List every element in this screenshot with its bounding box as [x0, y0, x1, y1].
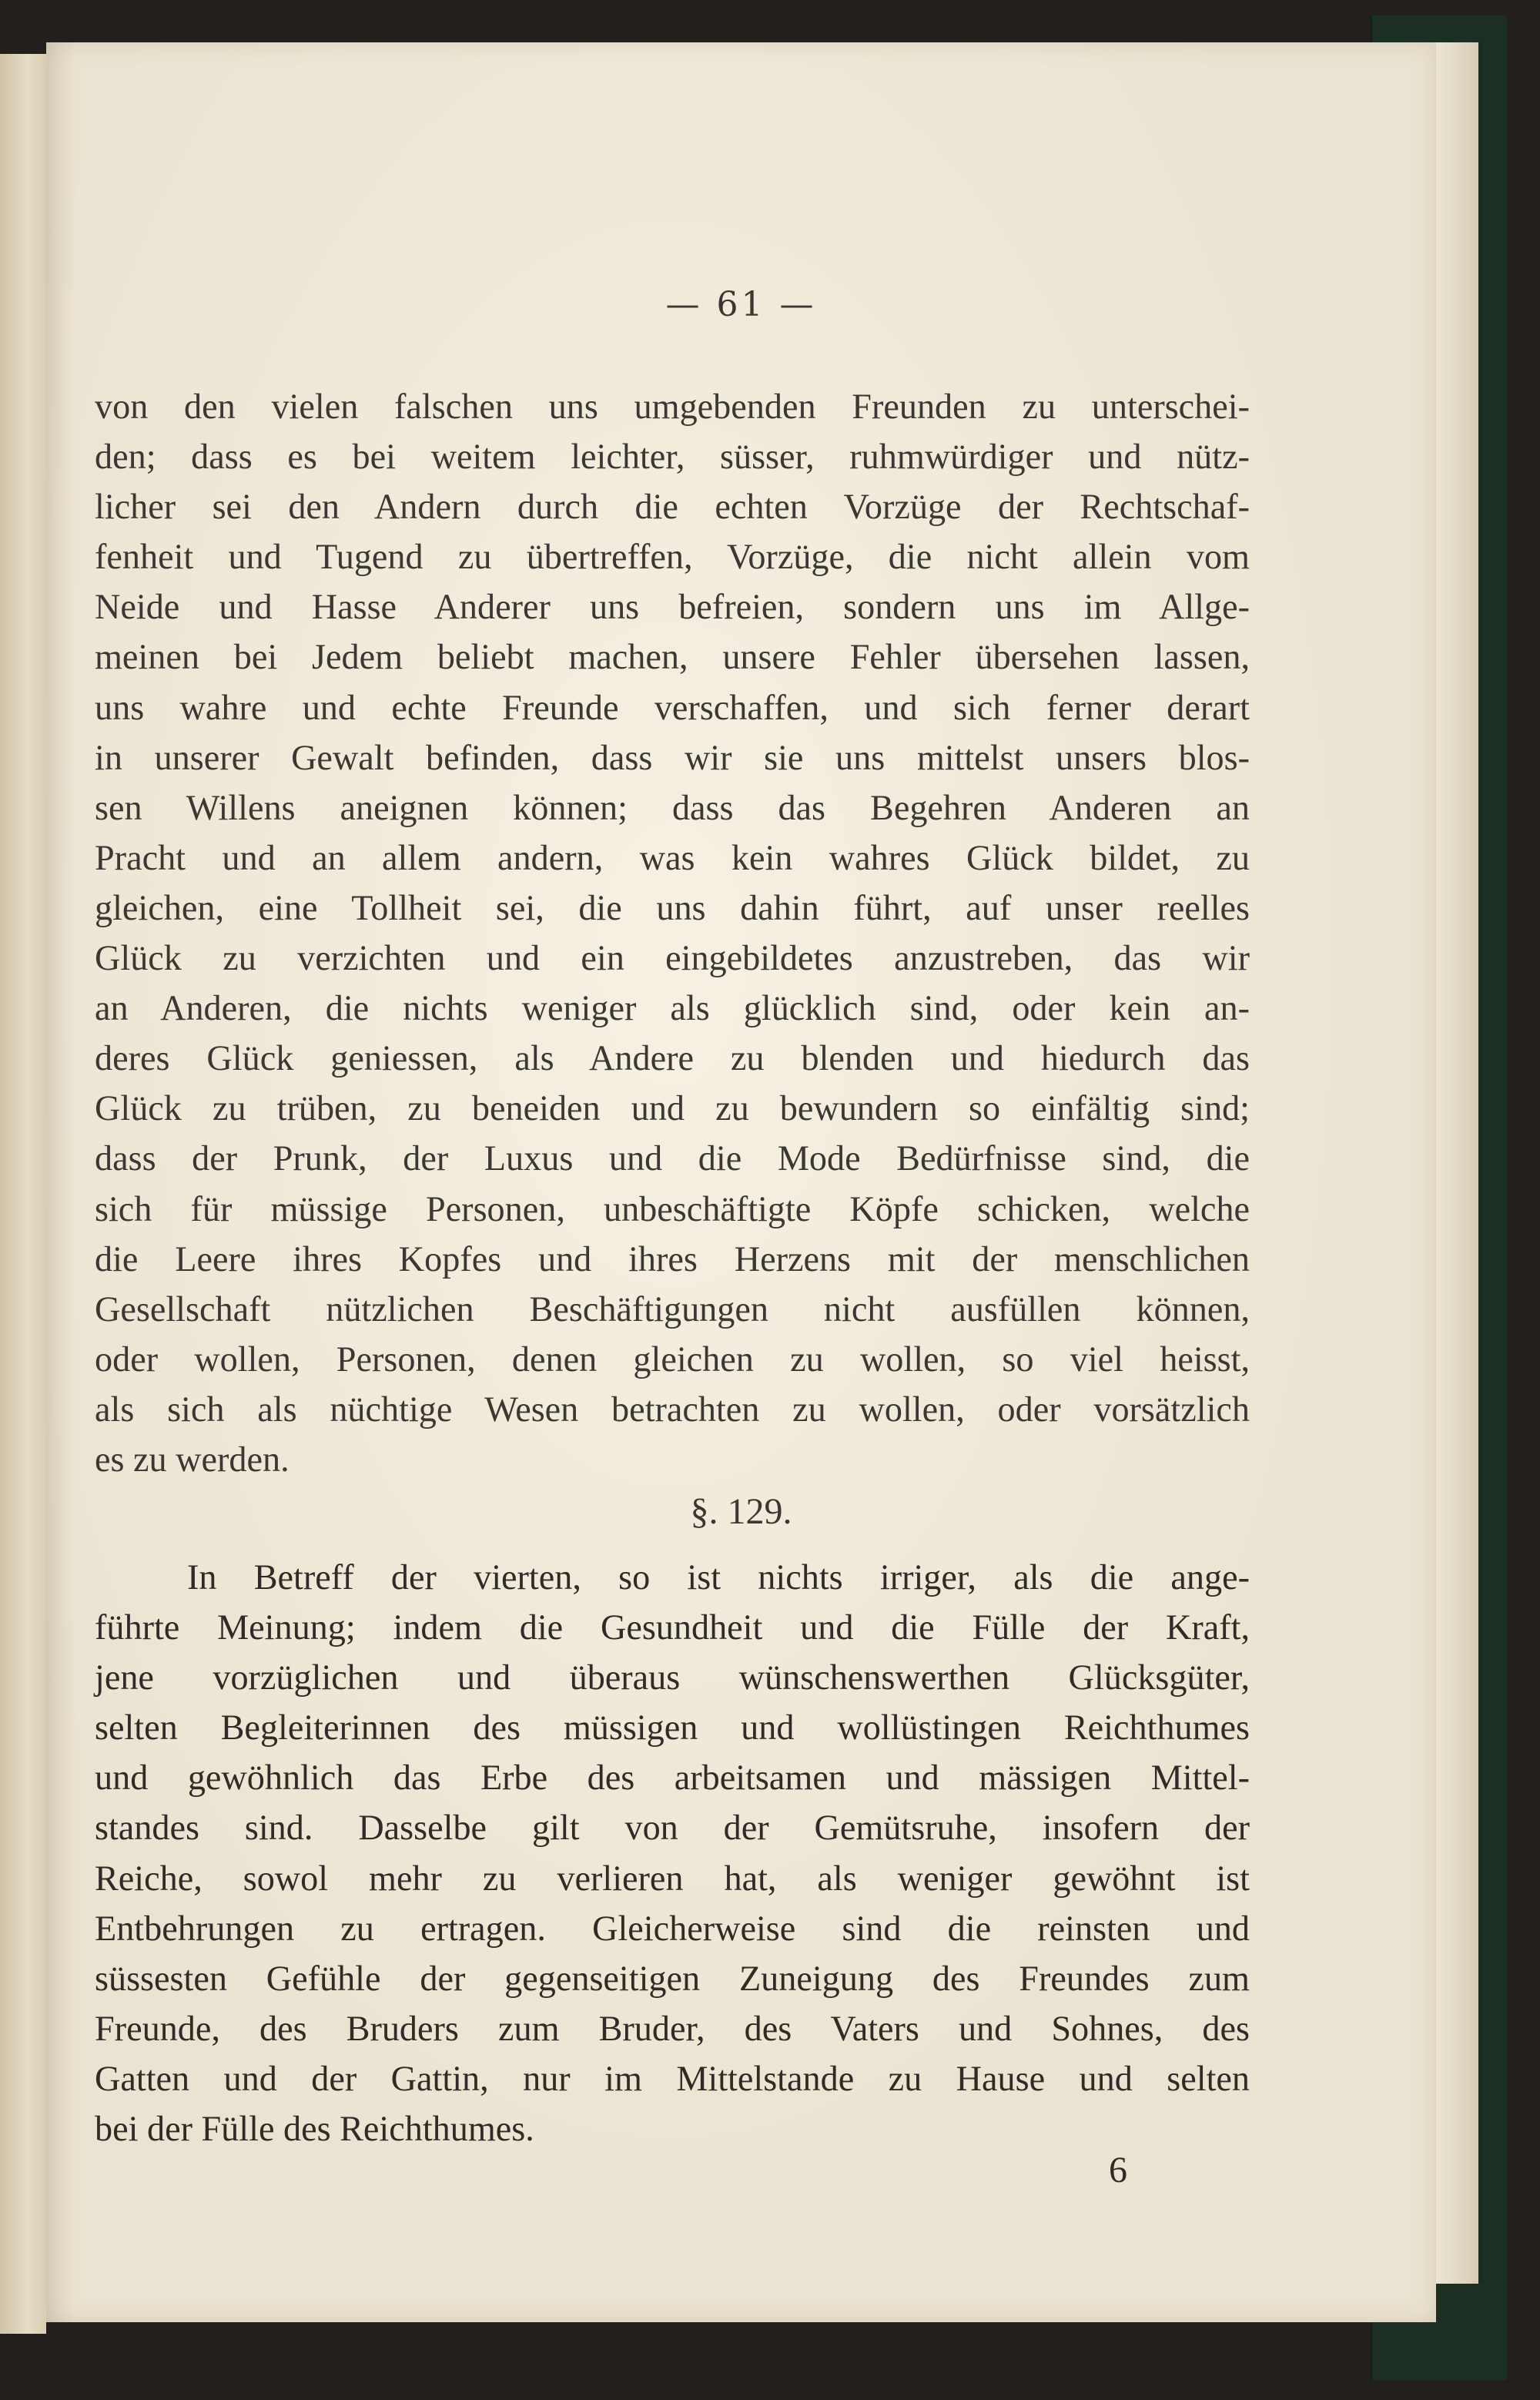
paragraph-1 — [95, 381, 1250, 1484]
text-line: meinen bei Jedem beliebt machen, unsere Fehler übersehen lassen, — [95, 637, 1250, 677]
page-stack-edge — [1432, 42, 1483, 2284]
text-line: Neide und Hasse Anderer uns befreien, sondern uns im Allge- — [95, 587, 1250, 627]
text-line: oder wollen, Personen, denen gleichen zu wollen, so viel heisst, — [95, 1339, 1250, 1379]
text-line: uns wahre und echte Freunde verschaffen, und sich ferner derart — [95, 687, 1250, 727]
text-line: licher sei den Andern durch die echten Vorzüge der Rechtschaf- — [95, 487, 1250, 527]
text-line: Reiche, sowol mehr zu verlieren hat, als weniger gewöhnt ist — [95, 1858, 1250, 1898]
text-line: dass der Prunk, der Luxus und die Mode Bedürfnisse sind, die — [95, 1138, 1250, 1178]
text-line: Freunde, des Bruders zum Bruder, des Vaters und Sohnes, des — [95, 2008, 1250, 2048]
text-line: Glück zu verzichten und ein eingebildetes anzustreben, das wir — [95, 938, 1250, 978]
text-line: Gatten und der Gattin, nur im Mittelstande zu Hause und selten — [95, 2058, 1250, 2098]
text-line: von den vielen falschen uns umgebenden Freunden zu unterschei- — [95, 387, 1250, 426]
text-line: die Leere ihres Kopfes und ihres Herzens mit der menschlichen — [95, 1239, 1250, 1279]
text-line: fenheit und Tugend zu übertreffen, Vorzüge, die nicht allein vom — [95, 537, 1250, 577]
text-line: deres Glück geniessen, als Andere zu blenden und hiedurch das — [95, 1038, 1250, 1078]
left-page-edge — [0, 54, 46, 2334]
section-heading: §. 129. — [690, 1491, 792, 1532]
text-line: bei der Fülle des Reichthumes. — [95, 2109, 534, 2149]
text-line: Pracht und an allem andern, was kein wahres Glück bildet, zu — [95, 837, 1250, 877]
text-line: In Betreff der vierten, so ist nichts irriger, als die ange- — [187, 1557, 1250, 1597]
text-line: selten Begleiterinnen des müssigen und wollüstingen Reichthumes — [95, 1708, 1250, 1748]
text-line: als sich als nüchtige Wesen betrachten zu wollen, oder vorsätzlich — [95, 1389, 1250, 1429]
text-line: es zu werden. — [95, 1439, 290, 1479]
text-line: an Anderen, die nichts weniger als glücklich sind, oder kein an- — [95, 988, 1250, 1028]
text-line: sich für müssige Personen, unbeschäftigte Köpfe schicken, welche — [95, 1188, 1250, 1228]
text-line: sen Willens aneignen können; dass das Begehren Anderen an — [95, 787, 1250, 827]
text-line: Gesellschaft nützlichen Beschäftigungen nicht ausfüllen können, — [95, 1289, 1250, 1329]
text-line: und gewöhnlich das Erbe des arbeitsamen und mässigen Mittel- — [95, 1758, 1250, 1798]
signature-mark: 6 — [1109, 2150, 1127, 2191]
text-line: führte Meinung; indem die Gesundheit und die Fülle der Kraft, — [95, 1607, 1250, 1647]
text-line: süssesten Gefühle der gegenseitigen Zuneigung des Freundes zum — [95, 1958, 1250, 1998]
text-line: standes sind. Dasselbe gilt von der Gemütsruhe, insofern der — [95, 1808, 1250, 1848]
text-line: in unserer Gewalt befinden, dass wir sie uns mittelst unsers blos- — [95, 737, 1250, 777]
paragraph-2 — [95, 1552, 1250, 2154]
text-line: Entbehrungen zu ertragen. Gleicherweise sind die reinsten und — [95, 1908, 1250, 1948]
text-line: Glück zu trüben, zu beneiden und zu bewundern so einfältig sind; — [95, 1088, 1250, 1128]
text-line: jene vorzüglichen und überaus wünschenswerthen Glücksgüter, — [95, 1658, 1250, 1698]
book-page — [46, 42, 1436, 2322]
text-line: gleichen, eine Tollheit sei, die uns dahin führt, auf unser reelles — [95, 887, 1250, 927]
text-line: den; dass es bei weitem leichter, süsser, ruhmwürdiger und nütz- — [95, 437, 1250, 477]
page-number-header: — 61 — — [665, 285, 817, 324]
